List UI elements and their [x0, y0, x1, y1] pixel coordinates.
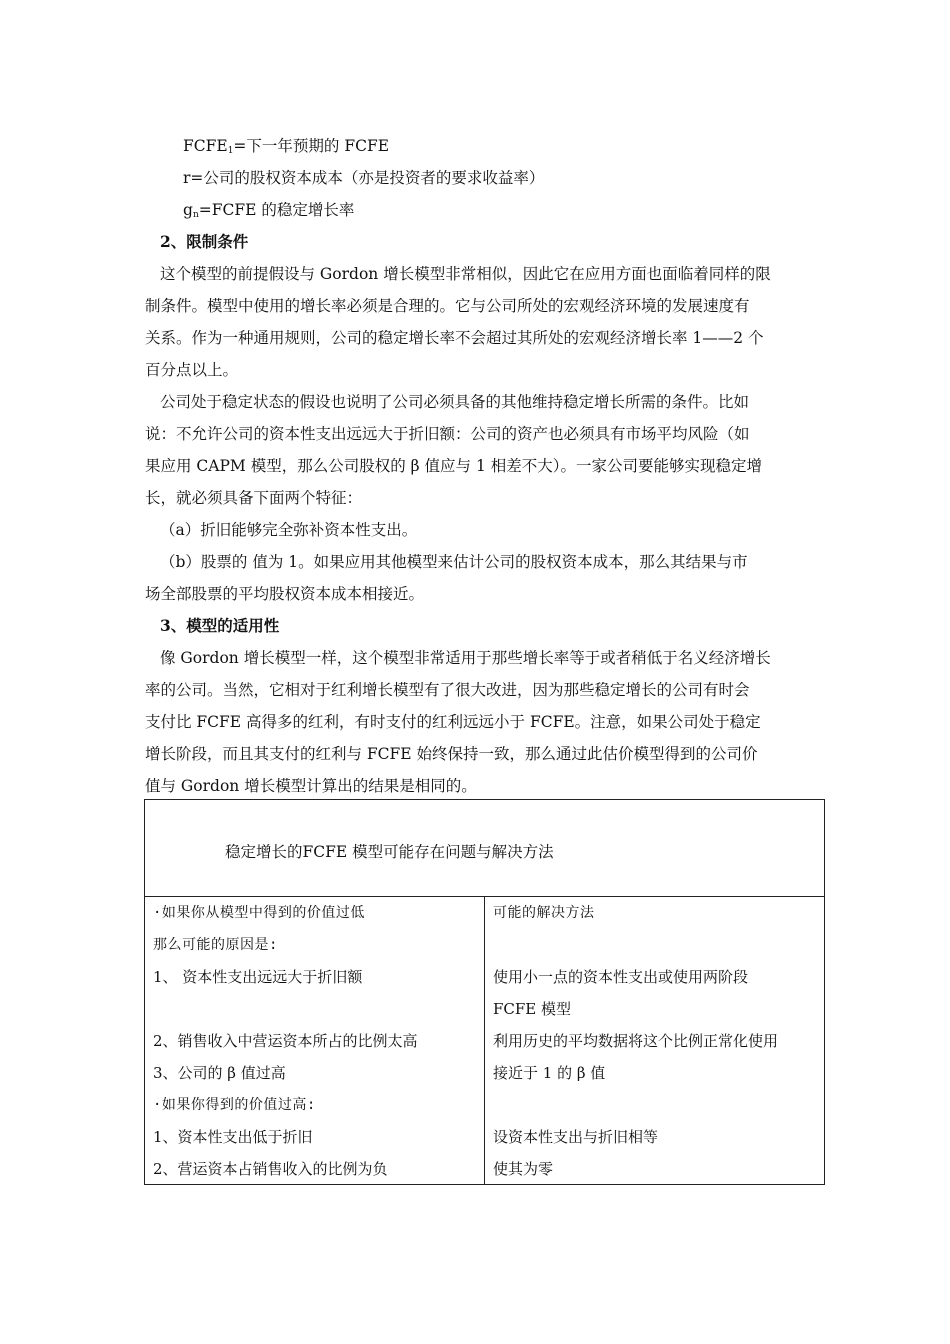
paragraph-line: 值与 Gordon 增长模型计算出的结果是相同的。	[145, 777, 477, 795]
paragraph-line: 长，就必须具备下面两个特征：	[145, 489, 363, 507]
problems-column	[145, 897, 485, 1185]
definition-fcfe1: $FCFE_1=$下一年预期的 FCFE	[183, 137, 390, 156]
paragraph-line: 这个模型的前提假设与 Gordon 增长模型非常相似，因此它在应用方面也面临着同样的限	[160, 265, 771, 283]
solutions-table	[144, 799, 825, 1185]
list-item-b: （b）股票的 值为 1。如果应用其他模型来估计公司的股权资本成本，那么其结果与市	[160, 553, 748, 571]
paragraph-line: 公司处于稳定状态的假设也说明了公司必须具备的其他维持稳定增长所需的条件。比如	[160, 393, 750, 411]
list-item-a: （a）折旧能够完全弥补资本性支出。	[160, 521, 418, 539]
table-cell-text: 那么可能的原因是:	[153, 937, 278, 953]
table-title: 稳定增长的FCFE 模型可能存在问题与解决方法	[225, 843, 554, 861]
table-title-cell	[145, 800, 825, 897]
table-cell-text: 使其为零	[493, 1160, 554, 1178]
paragraph-line: 说：不允许公司的资本性支出远远大于折旧额：公司的资产也必须具有市场平均风险（如	[145, 425, 750, 443]
table-cell-text: 设资本性支出与折旧相等	[493, 1128, 659, 1146]
paragraph-line: 果应用 CAPM 模型，那么公司股权的 β 值应与 1 相差不大）。一家公司要能够实现稳定增	[145, 457, 762, 475]
table-cell-text: 2、销售收入中营运资本所占的比例太高	[153, 1032, 418, 1050]
definition-r: r=公司的股权资本成本（亦是投资者的要求收益率）	[183, 169, 545, 187]
list-item-b-continued: 场全部股票的平均股权资本成本相接近。	[145, 585, 425, 603]
table-cell-text: 3、公司的 β 值过高	[153, 1064, 286, 1082]
table-cell-text: 接近于 1 的 β 值	[493, 1064, 606, 1082]
table-cell-text: FCFE 模型	[493, 1000, 572, 1018]
paragraph-line: 增长阶段，而且其支付的红利与 FCFE 始终保持一致，那么通过此估价模型得到的公司价	[145, 745, 758, 763]
paragraph-line: 像 Gordon 增长模型一样，这个模型非常适用于那些增长率等于或者稍低于名义经济增长	[160, 649, 771, 667]
section-heading-applicability: 3、模型的适用性	[160, 616, 280, 635]
paragraph-line: 关系。作为一种通用规则，公司的稳定增长率不会超过其所处的宏观经济增长率 1——2 个	[145, 329, 764, 347]
paragraph-line: 率的公司。当然，它相对于红利增长模型有了很大改进，因为那些稳定增长的公司有时会	[145, 681, 750, 699]
table-cell-text: 利用历史的平均数据将这个比例正常化使用	[493, 1032, 779, 1050]
paragraph-line: 制条件。模型中使用的增长率必须是合理的。它与公司所处的宏观经济环境的发展速度有	[145, 297, 750, 315]
table-cell-text: 1、资本性支出低于折旧	[153, 1128, 313, 1146]
table-cell-text: 2、营运资本占销售收入的比例为负	[153, 1160, 388, 1178]
table-cell-text: 1、 资本性支出远远大于折旧额	[153, 968, 363, 986]
table-cell-text: 可能的解决方法	[493, 905, 595, 921]
definition-gn: $g_n=FCFE$ 的稳定增长率	[183, 201, 355, 220]
table-cell-text: ·如果你从模型中得到的价值过低	[153, 905, 365, 921]
section-heading-constraints: 2、限制条件	[160, 232, 249, 251]
solutions-column	[485, 897, 825, 1185]
table-cell-text: ·如果你得到的价值过高:	[153, 1097, 316, 1113]
table-cell-text: 使用小一点的资本性支出或使用两阶段	[493, 968, 749, 986]
paragraph-line: 支付比 FCFE 高得多的红利，有时支付的红利远远小于 FCFE。注意，如果公司处于稳定	[145, 713, 761, 731]
paragraph-line: 百分点以上。	[145, 361, 239, 379]
